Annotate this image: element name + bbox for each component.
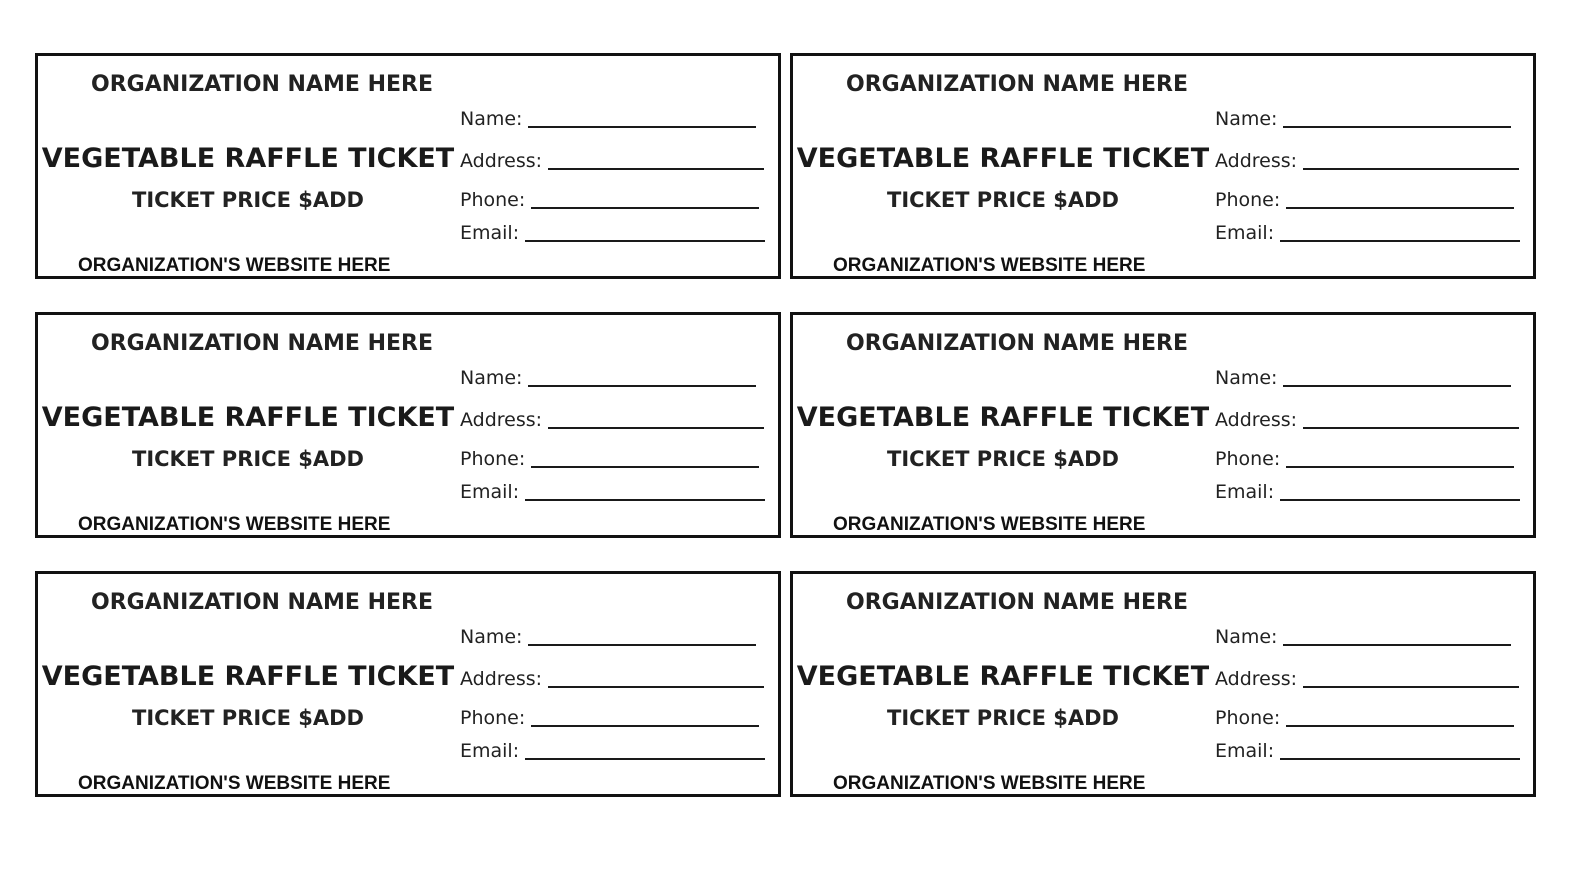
email-field[interactable]	[460, 740, 765, 762]
address-field[interactable]	[1215, 150, 1519, 172]
raffle-ticket	[790, 312, 1536, 538]
organization-website: ORGANIZATION'S WEBSITE HERE	[833, 255, 1146, 276]
raffle-ticket	[35, 53, 781, 279]
name-blank-line[interactable]	[528, 385, 756, 387]
email-label: Email:	[460, 740, 520, 762]
phone-field[interactable]	[460, 189, 759, 211]
email-blank-line[interactable]	[1280, 758, 1520, 760]
email-field[interactable]	[1215, 740, 1520, 762]
name-blank-line[interactable]	[528, 644, 756, 646]
email-blank-line[interactable]	[1280, 240, 1520, 242]
phone-blank-line[interactable]	[1286, 725, 1514, 727]
address-blank-line[interactable]	[548, 686, 764, 688]
phone-field[interactable]	[460, 448, 759, 470]
ticket-title: VEGETABLE RAFFLE TICKET	[796, 661, 1210, 692]
email-field[interactable]	[1215, 222, 1520, 244]
raffle-ticket	[790, 53, 1536, 279]
organization-name: ORGANIZATION NAME HERE	[846, 72, 1188, 97]
phone-blank-line[interactable]	[1286, 466, 1514, 468]
organization-website: ORGANIZATION'S WEBSITE HERE	[78, 255, 391, 276]
email-field[interactable]	[1215, 481, 1520, 503]
organization-name: ORGANIZATION NAME HERE	[91, 590, 433, 615]
name-label: Name:	[460, 626, 523, 648]
ticket-title: VEGETABLE RAFFLE TICKET	[796, 143, 1210, 174]
address-field[interactable]	[1215, 668, 1519, 690]
phone-blank-line[interactable]	[531, 725, 759, 727]
ticket-title: VEGETABLE RAFFLE TICKET	[41, 143, 455, 174]
ticket-price: TICKET PRICE $ADD	[887, 188, 1119, 212]
phone-field[interactable]	[1215, 448, 1514, 470]
name-field[interactable]	[460, 626, 756, 648]
address-field[interactable]	[1215, 409, 1519, 431]
name-field[interactable]	[1215, 108, 1511, 130]
email-label: Email:	[460, 481, 520, 503]
email-label: Email:	[1215, 222, 1275, 244]
email-blank-line[interactable]	[1280, 499, 1520, 501]
name-field[interactable]	[460, 367, 756, 389]
organization-name: ORGANIZATION NAME HERE	[846, 590, 1188, 615]
name-blank-line[interactable]	[1283, 126, 1511, 128]
name-field[interactable]	[1215, 626, 1511, 648]
organization-website: ORGANIZATION'S WEBSITE HERE	[833, 773, 1146, 794]
email-blank-line[interactable]	[525, 499, 765, 501]
name-field[interactable]	[460, 108, 756, 130]
phone-label: Phone:	[460, 707, 526, 729]
name-blank-line[interactable]	[1283, 385, 1511, 387]
address-blank-line[interactable]	[1303, 686, 1519, 688]
ticket-price: TICKET PRICE $ADD	[132, 706, 364, 730]
organization-name: ORGANIZATION NAME HERE	[846, 331, 1188, 356]
address-field[interactable]	[460, 668, 764, 690]
address-label: Address:	[460, 409, 543, 431]
address-label: Address:	[460, 668, 543, 690]
organization-name: ORGANIZATION NAME HERE	[91, 72, 433, 97]
phone-label: Phone:	[460, 189, 526, 211]
name-blank-line[interactable]	[1283, 644, 1511, 646]
address-label: Address:	[460, 150, 543, 172]
address-label: Address:	[1215, 409, 1298, 431]
phone-blank-line[interactable]	[531, 207, 759, 209]
raffle-ticket	[790, 571, 1536, 797]
phone-field[interactable]	[1215, 707, 1514, 729]
ticket-title: VEGETABLE RAFFLE TICKET	[41, 402, 455, 433]
email-field[interactable]	[460, 222, 765, 244]
phone-field[interactable]	[460, 707, 759, 729]
raffle-ticket	[35, 312, 781, 538]
phone-label: Phone:	[460, 448, 526, 470]
organization-website: ORGANIZATION'S WEBSITE HERE	[833, 514, 1146, 535]
email-label: Email:	[1215, 740, 1275, 762]
phone-blank-line[interactable]	[1286, 207, 1514, 209]
name-label: Name:	[1215, 367, 1278, 389]
name-label: Name:	[1215, 626, 1278, 648]
address-blank-line[interactable]	[548, 427, 764, 429]
ticket-title: VEGETABLE RAFFLE TICKET	[796, 402, 1210, 433]
name-label: Name:	[460, 108, 523, 130]
address-blank-line[interactable]	[1303, 168, 1519, 170]
phone-label: Phone:	[1215, 707, 1281, 729]
email-label: Email:	[460, 222, 520, 244]
ticket-price: TICKET PRICE $ADD	[887, 447, 1119, 471]
ticket-price: TICKET PRICE $ADD	[132, 447, 364, 471]
email-field[interactable]	[460, 481, 765, 503]
name-label: Name:	[460, 367, 523, 389]
email-label: Email:	[1215, 481, 1275, 503]
address-blank-line[interactable]	[1303, 427, 1519, 429]
name-blank-line[interactable]	[528, 126, 756, 128]
phone-label: Phone:	[1215, 448, 1281, 470]
email-blank-line[interactable]	[525, 240, 765, 242]
address-label: Address:	[1215, 668, 1298, 690]
email-blank-line[interactable]	[525, 758, 765, 760]
raffle-ticket	[35, 571, 781, 797]
address-field[interactable]	[460, 150, 764, 172]
organization-name: ORGANIZATION NAME HERE	[91, 331, 433, 356]
ticket-title: VEGETABLE RAFFLE TICKET	[41, 661, 455, 692]
organization-website: ORGANIZATION'S WEBSITE HERE	[78, 773, 391, 794]
address-blank-line[interactable]	[548, 168, 764, 170]
name-label: Name:	[1215, 108, 1278, 130]
ticket-price: TICKET PRICE $ADD	[887, 706, 1119, 730]
address-label: Address:	[1215, 150, 1298, 172]
organization-website: ORGANIZATION'S WEBSITE HERE	[78, 514, 391, 535]
phone-label: Phone:	[1215, 189, 1281, 211]
phone-blank-line[interactable]	[531, 466, 759, 468]
name-field[interactable]	[1215, 367, 1511, 389]
ticket-price: TICKET PRICE $ADD	[132, 188, 364, 212]
phone-field[interactable]	[1215, 189, 1514, 211]
address-field[interactable]	[460, 409, 764, 431]
